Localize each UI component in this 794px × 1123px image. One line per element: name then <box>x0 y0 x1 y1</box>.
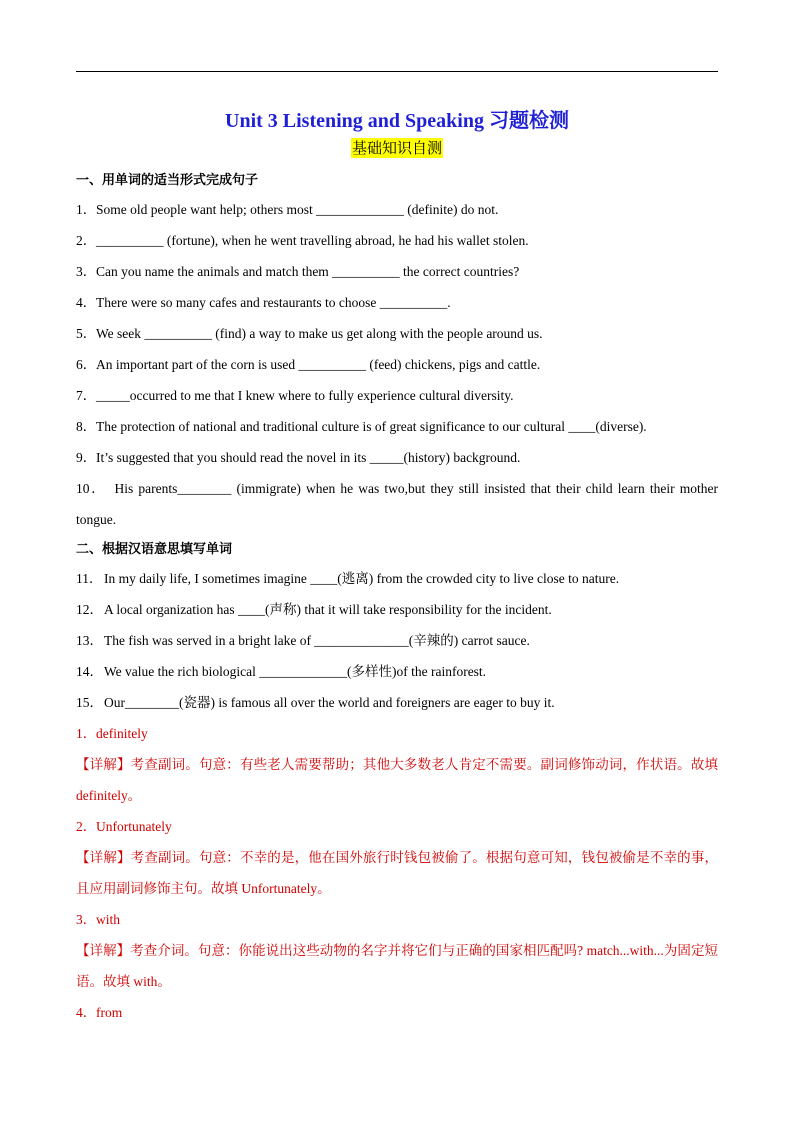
answer <box>76 811 718 842</box>
question-text: There were so many cafes and restaurants to choose __________. <box>96 295 451 310</box>
question-number: 3． <box>76 264 97 279</box>
question-text: Our________(瓷器) is famous all over the world and foreigners are eager to buy it. <box>104 695 555 710</box>
question-number: 7． <box>76 388 97 403</box>
question-number: 4． <box>76 295 97 310</box>
answer-word: with <box>96 912 121 927</box>
question-number: 5． <box>76 326 97 341</box>
question <box>76 194 718 225</box>
question-number: 12． <box>76 602 103 617</box>
question-text: An important part of the corn is used __________ (feed) chickens, pigs and cattle. <box>96 357 541 372</box>
page-title: Unit 3 Listening and Speaking 习题检测 <box>225 110 569 132</box>
question-text: In my daily life, I sometimes imagine ____(逃离) from the crowded city to live close to nature. <box>104 571 620 586</box>
question-text: _____occurred to me that I knew where to fully experience cultural diversity. <box>96 388 514 403</box>
answer-number: 2． <box>76 819 97 834</box>
question-text: His parents________ (immigrate) when he was two,but they still insisted that their child learn their mother tongue. <box>76 481 718 527</box>
question-text: It’s suggested that you should read the novel in its _____(history) background. <box>96 450 521 465</box>
question <box>76 225 718 256</box>
answer-detail: 【详解】考查副词。句意：有些老人需要帮助；其他大多数老人肯定不需要。副词修饰动词，作状语。故填 definitely。 <box>76 757 718 803</box>
question <box>76 656 718 687</box>
question-number: 2． <box>76 233 97 248</box>
question-text: __________ (fortune), when he went travelling abroad, he had his wallet stolen. <box>96 233 529 248</box>
question-text: The fish was served in a bright lake of ______________(辛辣的) carrot sauce. <box>104 633 530 648</box>
question-text: We seek __________ (find) a way to make us get along with the people around us. <box>96 326 543 341</box>
question-number: 8． <box>76 419 97 434</box>
subtitle: 基础知识自测 <box>351 139 442 157</box>
question <box>76 473 718 535</box>
question <box>76 256 718 287</box>
answer <box>76 997 718 1028</box>
question-text: Some old people want help; others most _____________ (definite) do not. <box>96 202 499 217</box>
answer-word: definitely <box>96 726 148 741</box>
question-text: A local organization has ____(声称) that it will take responsibility for the incident. <box>104 602 552 617</box>
question <box>76 594 718 625</box>
question-number: 15． <box>76 695 103 710</box>
question <box>76 287 718 318</box>
question-number: 11． <box>76 571 103 586</box>
question <box>76 563 718 594</box>
question <box>76 318 718 349</box>
answer-detail: 【详解】考查介词。句意：你能说出这些动物的名字并将它们与正确的国家相匹配吗? match...with...为固定短语。故填 with。 <box>76 943 718 989</box>
section2-heading: 二、根据汉语意思填写单词 <box>76 542 233 557</box>
answer <box>76 718 718 749</box>
question <box>76 349 718 380</box>
section1-heading: 一、用单词的适当形式完成句子 <box>76 173 259 188</box>
question <box>76 625 718 656</box>
answer-number: 4． <box>76 1005 97 1020</box>
question-text: We value the rich biological _____________(多样性)of the rainforest. <box>104 664 487 679</box>
subtitle-wrap <box>0 138 794 158</box>
answer-word: from <box>96 1005 123 1020</box>
question-number: 13． <box>76 633 103 648</box>
question-number: 10． <box>76 481 107 496</box>
question-text: The protection of national and traditional culture is of great significance to our cultural ____(diverse). <box>96 419 647 434</box>
question <box>76 380 718 411</box>
answer-number: 1． <box>76 726 97 741</box>
header-rule <box>76 71 718 72</box>
question <box>76 687 718 718</box>
answer <box>76 904 718 935</box>
question <box>76 411 718 442</box>
question-number: 14． <box>76 664 103 679</box>
question-number: 9． <box>76 450 97 465</box>
answer-word: Unfortunately <box>96 819 172 834</box>
question-text: Can you name the animals and match them __________ the correct countries? <box>96 264 520 279</box>
document-body <box>76 168 718 1028</box>
question <box>76 442 718 473</box>
question-number: 6． <box>76 357 97 372</box>
answer-detail: 【详解】考查副词。句意：不幸的是，他在国外旅行时钱包被偷了。根据句意可知，钱包被偷是不幸的事，且应用副词修饰主句。故填 Unfortunately。 <box>76 850 718 896</box>
answer-number: 3． <box>76 912 97 927</box>
question-number: 1． <box>76 202 97 217</box>
